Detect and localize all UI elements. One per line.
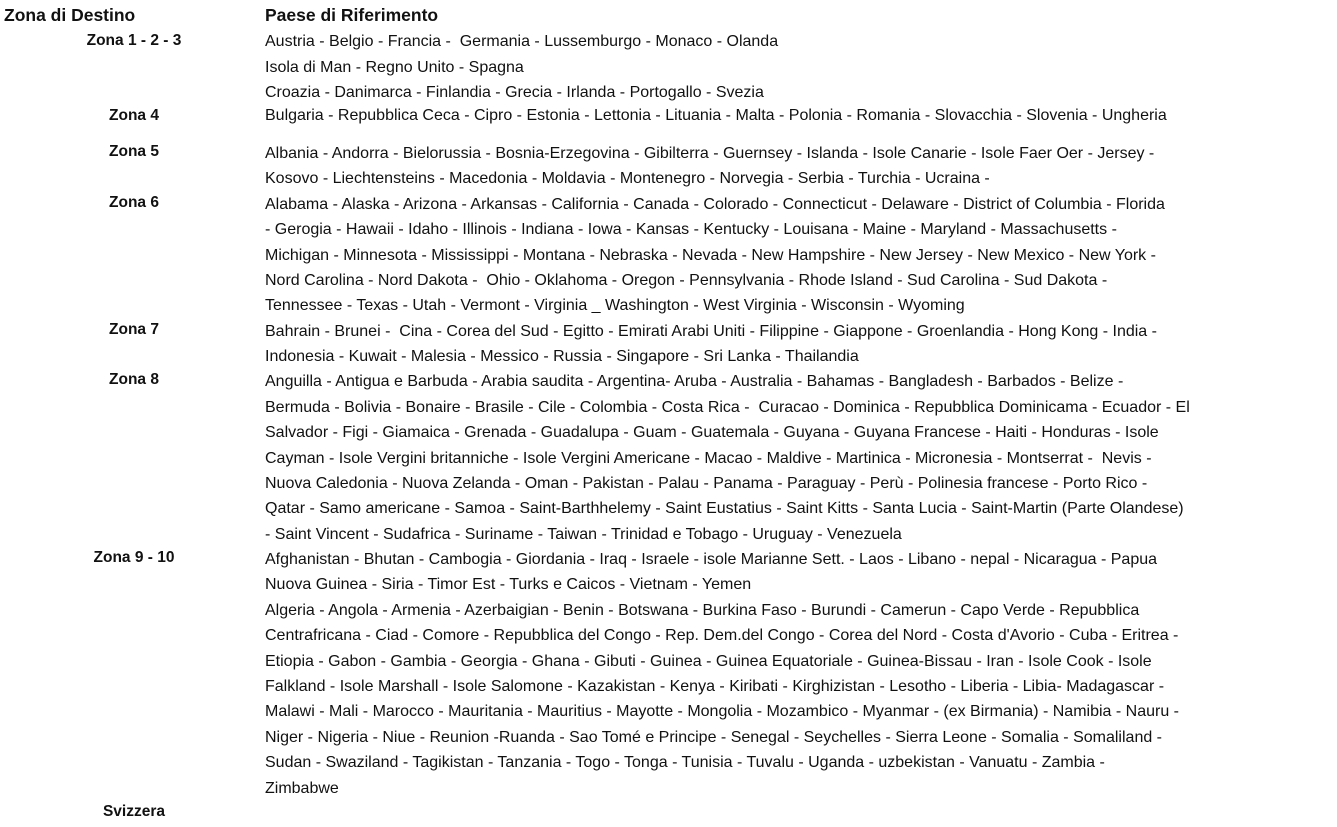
header-paese-di-riferimento: Paese di Riferimento [265, 5, 439, 25]
zone-label-5: Zona 5 [109, 143, 159, 160]
zone-8-line-7: - Saint Vincent - Sudafrica - Suriname - Taiwan - Trinidad e Tobago - Uruguay - Venezuela [265, 526, 902, 543]
zone-label-4: Zona 4 [109, 107, 159, 124]
zone-label-7: Zona 7 [109, 321, 159, 338]
zone-9-line-6: Falkland - Isole Marshall - Isole Salomone - Kazakistan - Kenya - Kiribati - Kirghizistan - Lesotho - Liberia - Libia- Madagascar - [265, 678, 1165, 695]
zone-label-1-2-3: Zona 1 - 2 - 3 [86, 32, 182, 49]
zone-label-9-10: Zona 9 - 10 [93, 549, 175, 566]
zone-6-line-5: Tennessee - Texas - Utah - Vermont - Virginia _ Washington - West Virginia - Wisconsin - Wyoming [265, 297, 965, 314]
zone-5-line-2: Kosovo - Liechtensteins - Macedonia - Moldavia - Montenegro - Norvegia - Serbia - Turchia - Ucraina - [265, 170, 990, 187]
zone-5-line-1: Albania - Andorra - Bielorussia - Bosnia-Erzegovina - Gibilterra - Guernsey - Islanda - Isole Canarie - Isole Faer Oer - Jersey - [265, 145, 1155, 162]
zone-6-line-4: Nord Carolina - Nord Dakota - Ohio - Oklahoma - Oregon - Pennsylvania - Rhode Island - Sud Carolina - Sud Dakota - [265, 272, 1108, 289]
zone-7-line-2: Indonesia - Kuwait - Malesia - Messico - Russia - Singapore - Sri Lanka - Thailandia [265, 348, 859, 365]
zone-8-line-6: Qatar - Samo americane - Samoa - Saint-Barthhelemy - Saint Eustatius - Saint Kitts - Santa Lucia - Saint-Martin (Parte Olandese) [265, 500, 1184, 517]
header-zone-di-destino: Zona di Destino [4, 5, 136, 25]
zone-9-line-5: Etiopia - Gabon - Gambia - Georgia - Ghana - Gibuti - Guinea - Guinea Equatoriale - Guinea-Bissau - Iran - Isole Cook - Isole [265, 653, 1152, 670]
zone-8-line-3: Salvador - Figi - Giamaica - Grenada - Guadalupa - Guam - Guatemala - Guyana - Guyana Francese - Haiti - Honduras - Isole [265, 424, 1159, 441]
zone-9-line-3: Algeria - Angola - Armenia - Azerbaigian - Benin - Botswana - Burkina Faso - Burundi - Camerun - Capo Verde - Repubblica [265, 602, 1140, 619]
zone-9-line-4: Centrafricana - Ciad - Comore - Repubblica del Congo - Rep. Dem.del Congo - Corea del Nord - Costa d'Avorio - Cuba - Eritrea - [265, 627, 1179, 644]
zone-4-line-1: Bulgaria - Repubblica Ceca - Cipro - Estonia - Lettonia - Lituania - Malta - Polonia - Romania - Slovacchia - Slovenia - Ungheria [265, 107, 1167, 124]
zone-label-svizzera: Svizzera [102, 803, 166, 820]
zone-8-line-5: Nuova Caledonia - Nuova Zelanda - Oman - Pakistan - Palau - Panama - Paraguay - Perù - Polinesia francese - Porto Rico - [265, 475, 1148, 492]
zone-9-line-10: Zimbabwe [265, 780, 339, 797]
zone-1-line-2: Isola di Man - Regno Unito - Spagna [265, 59, 524, 76]
zone-9-line-2: Nuova Guinea - Siria - Timor Est - Turks e Caicos - Vietnam - Yemen [265, 576, 752, 593]
zone-label-6: Zona 6 [109, 194, 159, 211]
zone-9-line-7: Malawi - Mali - Marocco - Mauritania - Mauritius - Mayotte - Mongolia - Mozambico - Myanmar - (ex Birmania) - Namibia - Nauru - [265, 703, 1179, 720]
zone-9-line-8: Niger - Nigeria - Niue - Reunion -Ruanda - Sao Tomé e Principe - Senegal - Seychelles - Sierra Leone - Somalia - Somaliland - [265, 729, 1163, 746]
zone-label-8: Zona 8 [109, 371, 159, 388]
zone-9-line-9: Sudan - Swaziland - Tagikistan - Tanzania - Togo - Tonga - Tunisia - Tuvalu - Uganda - uzbekistan - Vanuatu - Zambia - [265, 754, 1105, 771]
zone-6-line-2: - Gerogia - Hawaii - Idaho - Illinois - Indiana - Iowa - Kansas - Kentucky - Louisana - Maine - Maryland - Massachusetts - [265, 221, 1117, 238]
zone-6-line-1: Alabama - Alaska - Arizona - Arkansas - California - Canada - Colorado - Connecticut - Delaware - District of Columbia - Florida [265, 196, 1165, 213]
zone-9-line-1: Afghanistan - Bhutan - Cambogia - Giordania - Iraq - Israele - isole Marianne Sett. - Laos - Libano - nepal - Nicaragua - Papua [265, 551, 1158, 568]
zone-8-line-1: Anguilla - Antigua e Barbuda - Arabia saudita - Argentina- Aruba - Australia - Bahamas - Bangladesh - Barbados - Belize - [265, 373, 1124, 390]
zone-1-line-3: Croazia - Danimarca - Finlandia - Grecia - Irlanda - Portogallo - Svezia [265, 84, 764, 101]
zone-8-line-2: Bermuda - Bolivia - Bonaire - Brasile - Cile - Colombia - Costa Rica - Curacao - Dominica - Repubblica Dominicama - Ecuador - El [265, 399, 1190, 416]
zone-7-line-1: Bahrain - Brunei - Cina - Corea del Sud - Egitto - Emirati Arabi Uniti - Filippine - Giappone - Groenlandia - Hong Kong - India - [265, 323, 1157, 340]
zone-6-line-3: Michigan - Minnesota - Mississippi - Montana - Nebraska - Nevada - New Hampshire - New Jersey - New Mexico - New York - [265, 247, 1156, 264]
zone-8-line-4: Cayman - Isole Vergini britanniche - Isole Vergini Americane - Macao - Maldive - Martinica - Micronesia - Montserrat - Nevis - [265, 450, 1152, 467]
zone-1-line-1: Austria - Belgio - Francia - Germania - Lussemburgo - Monaco - Olanda [265, 33, 779, 50]
